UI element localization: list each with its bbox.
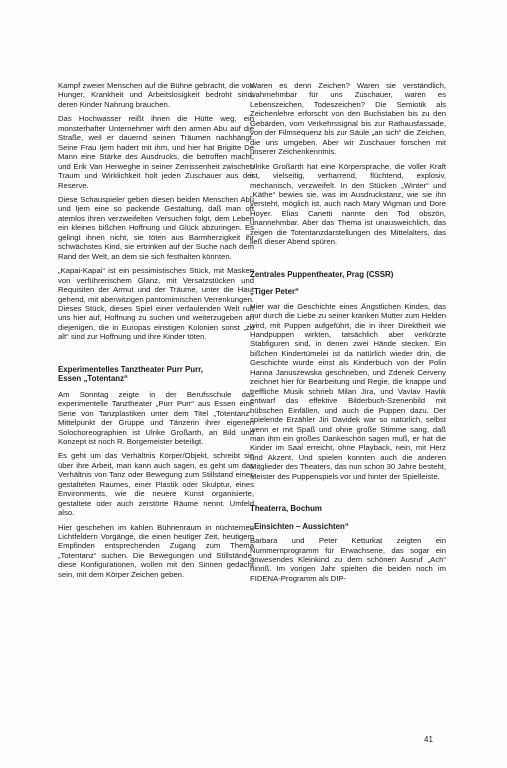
section-subheading-tiger-peter: „Tiger Peter“ [250,287,299,297]
section-subheading-einsichten: „Einsichten – Aussichten“ [250,521,349,531]
paragraph: Waren es denn Zeichen? Waren sie verständlich, wahrnehmbar für uns Zuschauer, waren es Lebenszeichen, Todeszeichen? Die Semiotik als Zeichenlehre erforscht von den Buchstaben bis zu den Gebärden, vom Verkehrssignal bis zur Rathausfassade, von der Filmsequenz bis zur Säule „an sich“ die Zeichen, die uns umgeben. Aber wir Zuschauer forschen mit unserer Zeichenkenntnis. [250,81,446,157]
section-heading-theaterra: Theaterra, Bochum [250,504,322,514]
page-number: 41 [424,735,433,744]
right-column [250,81,446,588]
section-spacer [250,252,446,270]
paragraph: Diese Schauspieler geben diesen beiden Menschen Abu und Ijem eine so packende Gestaltung, daß man oft atemlos ihren verzweifelten Versuchen folgt, dem Leben ein kleines bißchen Hoffnung und Glück abzuringen. Es gelingt ihnen nicht, sie töten aus Barmherzigkeit ihr schwächstes Kind, sie ertrinken auf der Suche nach dem Rand der Welt, an dem sie sich festhalten könnten. [58,194,254,261]
section-heading-puppentheater: Zentrales Puppentheater, Prag (CSSR) [250,269,394,279]
paragraph: Am Sonntag zeigte in der Berufsschule das experimentelle Tanztheater „Purr Purr“ aus Essen eine Serie von Tanzplastiken unter dem Titel „Totentanz“. Mittelpunkt der Gruppe und Tänzerin ihrer eigenen Solochoreographien ist Ulrike Großarth, an Bild und Konzept ist noch R. Borgemeister beteiligt. [58,389,254,446]
left-column [58,81,254,584]
section-spacer [250,486,446,504]
paragraph: Das Hochwasser reißt ihnen die Hütte weg, ein monsterhafter Unternehmer wirft den armen Abu auf die Straße, weil er dauernd seinen Träumen nachhängt. Seine Frau Ijem hadert mit ihm, und hier hat Brigitte De Mann eine Stärke des Ausdrucks, die betroffen macht, und Erik Van Herweghe in seiner Zerrissenheit zwischen Traum und Wirklichkeit holt jeden Zuschauer aus der Reserve. [58,114,254,190]
paragraph: Barbara und Peter Ketturkat zeigten ein Nummernprogramm für Erwachsene, das sogar ein anwesendes Kleinkind zu dem schönen Ausruf „Ach“ hinriß. Im vorigen Jahr spielten die beiden noch im FIDENA-Programm als DIP- [250,536,446,583]
paragraph: Es geht um das Verhältnis Körper/Objekt, schreibt sie über ihre Arbeit, man kann auch sagen, es geht um das Verhältnis von Tanz oder Bewegung zum Stillstand eines gestalteten Raumes, einer Plastik oder Skulptur, eines Environments, wie die neuere Kunst organisierte, gestaltete oder auch zerstörte Räume nennt. Umfeld also. [58,451,254,518]
section-heading-purr-purr-line1: Experimentelles Tanztheater Purr Purr, [58,364,204,374]
section-heading-purr-purr-line2: Essen „Totentanz“ [58,374,129,384]
section-spacer [58,347,254,365]
paragraph: Hier war die Geschichte eines Ängstlichen Kindes, das nur durch die Liebe zu seiner kranken Mutter zum Helden wird, mit Puppen aufgeführt, die in ihrer Direktheit wie Handpuppen wirkten, tatsächlich aber verkürzte Stabfiguren sind, in denen zwei Hände stecken. Ein bißchen Kindertümelei ist da natürlich wieder drin, die Geschichte wurde einst als Kinderbuch von der Polin Hanna Januszewska geschrieben, und Zdenek Cerveny zeichnet hier für Bearbeitung und Regie, die knappe und treffliche Musik schrieb Milan Jira, und Vavlav Havlik entwarf das effektive Bilderbuch-Szenenbild mit hübschen Einfällen, und auch die Puppen dazu. Der spielende Erzähler Jiri Davidek war so natürlich, selbst wenn er mit Spaß und ohne große Stimme sang, daß man ihm ein großes Dankeschön sagen muß, er hat die Kinder im Saal erreicht, ohne Playback, nein, mit Herz und Akzent. Und spielen konnten auch die anderen Mitglieder des Theaters, das nun schon 30 Jahre besteht, Meister des Puppenspiels vor und hinter der Spielleiste. [250,301,447,481]
paragraph: Kampf zweier Menschen auf die Bühne gebracht, die von Hunger, Krankheit und Arbeitslosigkeit bedroht sind, deren Kinder Nahrung brauchen. [58,81,254,109]
paragraph: „Kapai-Kapai“ ist ein pessimistisches Stück, mit Masken von verführerischem Glanz, mit Versatzstücken und Requisiten der Armut und der Träume, unter die Haut gehend, mit aberwitzigen pantomimischen Verrenkungen. Dieses Stück, dieses Spiel einer verfaulenden Welt ruft uns hier auf, Hoffnung zu suchen und weiterzugeben an diejenigen, die in Europas einstigen Kolonien sonst „zu alt“ sind zur Hoffnung und ihre Kinder töten. [58,266,254,342]
paragraph: Hier geschehen im kahlen Bühnenraum in nüchternen Lichtfeldern Vorgänge, die einen heutiger Zeit, heutigem Empfinden entsprechenden Zugang zum Thema „Totentanz“ suchen. Die Bewegungen und Stillstände, diese Konfigurationen, wollen mit den Sinnen gedacht sein, mit dem Körper Zeichen geben. [58,522,254,579]
paragraph: Ulrike Großarth hat eine Körpersprache, die voller Kraft ist, vielseitig, verharrend, flüchtend, explosiv, mechanisch, verzweifelt. In den Stücken „Winter“ und „Käthe“ bewies sie, was im Ausdruckstanz, wie sie ihn versteht, möglich ist, auch nach Mary Wigman und Dore Hoyer. Elias Canetti nannte den Tod obszön, unannehmbar. Aber das Thema ist unausweichlich, das zeigen die Totentanzdarstellungen des Mittelalters, das ließ dieser Abend spüren. [250,161,446,247]
